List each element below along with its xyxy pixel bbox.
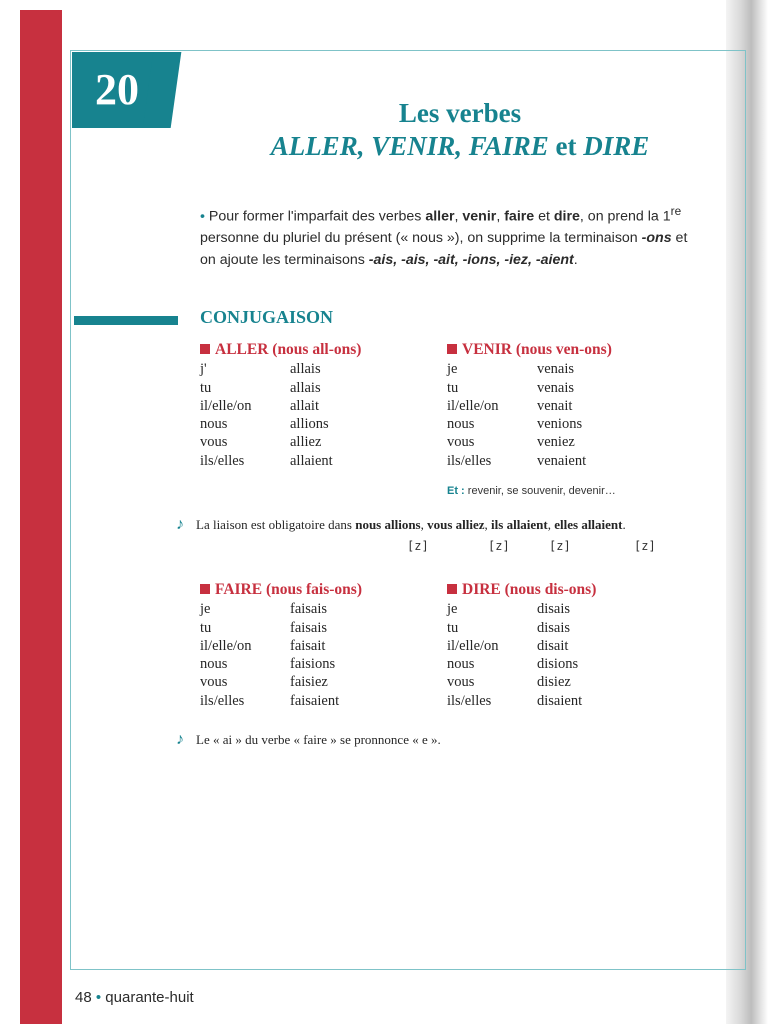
conjugation-aller: ALLER (nous all-ons) j' allais tu allais il/elle/on allait nous allions vous alliez ils/elles allaient [200, 341, 362, 469]
square-bullet-icon [200, 344, 210, 354]
verb-heading: ALLER (nous all-ons) [200, 341, 361, 359]
red-margin-band [20, 10, 62, 1024]
verb-heading: FAIRE (nous fais-ons) [200, 581, 362, 599]
conjugation-dire: DIRE (nous dis-ons) je disais tu disais il/elle/on disait nous disions vous disiez ils/elles disaient [447, 581, 597, 709]
page-frame [70, 50, 746, 970]
phonetic-z-2: [z] [488, 539, 510, 553]
pronunciation-note: ♪ Le « ai » du verbe « faire » se pronnonce « e ». [176, 731, 441, 748]
phonetic-z-1: [z] [407, 539, 429, 553]
intro-paragraph: • Pour former l'imparfait des verbes aller, venir, faire et dire, on prend la 1re personne du pluriel du présent (« nous »), on supprime la terminaison -ons et on ajoute les terminaisons -ais, -ais, -ait, -ions, -iez, -aient. [200, 204, 688, 268]
conjugation-venir: VENIR (nous ven-ons) je venais tu venais il/elle/on venait nous venions vous veniez ils/elles venaient [447, 341, 612, 469]
chapter-number-badge: 20 [72, 52, 162, 128]
verb-heading: DIRE (nous dis-ons) [447, 581, 596, 599]
music-note-icon: ♪ [176, 731, 184, 748]
section-accent-bar [74, 316, 178, 325]
page-footer: 48 • quarante-huit [75, 989, 194, 1006]
square-bullet-icon [200, 584, 210, 594]
bullet-icon: • [200, 208, 205, 225]
liaison-note: ♪ La liaison est obligatoire dans nous allions, vous alliez, ils allaient, elles allaient. [176, 516, 626, 533]
page-title [200, 98, 720, 162]
section-title: CONJUGAISON [200, 307, 334, 327]
related-verbs-note: Et : revenir, se souvenir, devenir… [447, 485, 616, 497]
conjugation-faire: FAIRE (nous fais-ons) je faisais tu faisais il/elle/on faisait nous faisions vous faisiez ils/elles faisaient [200, 581, 362, 709]
verb-heading: VENIR (nous ven-ons) [447, 341, 612, 359]
phonetic-z-3: [z] [549, 539, 571, 553]
title-line-2: ALLER, VENIR, FAIRE et DIRE [270, 131, 650, 161]
square-bullet-icon [447, 344, 457, 354]
music-note-icon: ♪ [176, 516, 184, 533]
square-bullet-icon [447, 584, 457, 594]
phonetic-z-4: [z] [634, 539, 656, 553]
title-line-1: Les verbes [398, 98, 522, 128]
